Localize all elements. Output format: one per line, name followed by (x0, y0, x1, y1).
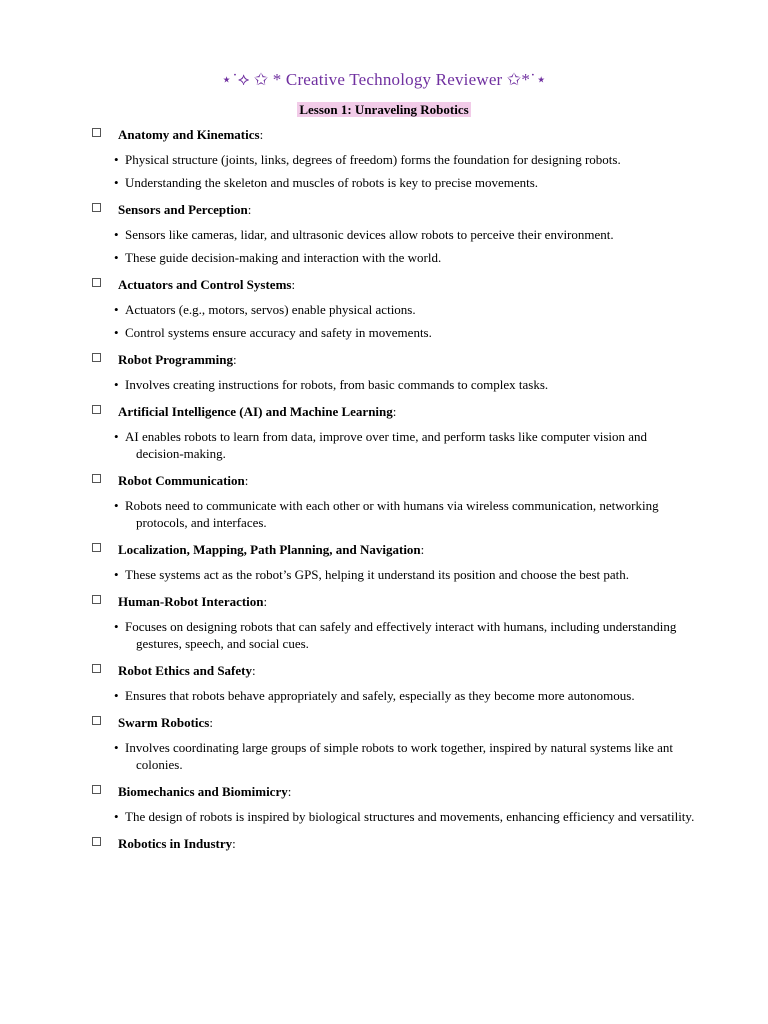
topic-item (0, 275, 768, 341)
bullet-item (114, 249, 696, 266)
bullet-text: Ensures that robots behave appropriately and safely, especially as they become more autonomous. (125, 688, 635, 703)
checkbox-icon (92, 664, 101, 673)
bullet-text: AI enables robots to learn from data, improve over time, and perform tasks like computer vision and decision-making. (125, 429, 648, 461)
topic-heading (0, 471, 768, 491)
bullet-item (114, 739, 696, 773)
bullet-icon: • (114, 619, 119, 634)
topic-item (0, 125, 768, 191)
topic-label: Swarm Robotics: (118, 715, 213, 730)
topic-label-text: Biomechanics and Biomimicry (118, 784, 288, 799)
topic-label: Robot Programming: (118, 352, 237, 367)
checkbox-icon (92, 785, 101, 794)
bullet-text: Actuators (e.g., motors, servos) enable physical actions. (125, 302, 416, 317)
topic-label: Human-Robot Interaction: (118, 594, 268, 609)
topic-label: Sensors and Perception: (118, 202, 252, 217)
checkbox-icon (92, 837, 101, 846)
checkbox-icon (92, 128, 101, 137)
bullet-item (114, 428, 696, 462)
topic-label: Robot Ethics and Safety: (118, 663, 256, 678)
topic-label-text: Actuators and Control Systems (118, 277, 292, 292)
topic-label-text: Localization, Mapping, Path Planning, and Navigation (118, 542, 421, 557)
topic-label: Localization, Mapping, Path Planning, and Navigation: (118, 542, 425, 557)
topic-heading (0, 350, 768, 370)
bullet-icon: • (114, 377, 119, 392)
bullet-item (114, 808, 696, 825)
topic-item (0, 350, 768, 393)
checkbox-icon (92, 543, 101, 552)
bullet-icon: • (114, 429, 119, 444)
topic-label-text: Sensors and Perception (118, 202, 248, 217)
bullet-text: These guide decision-making and interaction with the world. (125, 250, 442, 265)
checkbox-icon (92, 278, 101, 287)
topic-item (0, 540, 768, 583)
topic-heading (0, 834, 768, 854)
checkbox-icon (92, 203, 101, 212)
checkbox-icon (92, 353, 101, 362)
topic-item (0, 834, 768, 854)
topic-item (0, 661, 768, 704)
topic-item (0, 471, 768, 531)
topic-heading (0, 402, 768, 422)
bullet-item (114, 226, 696, 243)
lesson-heading-text: Lesson 1: Unraveling Robotics (299, 102, 469, 117)
bullet-icon: • (114, 567, 119, 582)
topic-item (0, 592, 768, 652)
topic-label-text: Anatomy and Kinematics (118, 127, 260, 142)
topic-label: Actuators and Control Systems: (118, 277, 296, 292)
bullet-text: Understanding the skeleton and muscles of robots is key to precise movements. (125, 175, 539, 190)
bullet-item (114, 687, 696, 704)
bullet-item (114, 301, 696, 318)
bullet-icon: • (114, 809, 119, 824)
bullet-text: The design of robots is inspired by biological structures and movements, enhancing efficiency and versatility. (125, 809, 695, 824)
checkbox-icon (92, 595, 101, 604)
bullet-text: Sensors like cameras, lidar, and ultrasonic devices allow robots to perceive their environment. (125, 227, 614, 242)
bullet-item (114, 376, 696, 393)
bullet-text: Involves coordinating large groups of simple robots to work together, inspired by natural systems like ant colonies. (125, 740, 674, 772)
topic-label-text: Robot Communication (118, 473, 245, 488)
topic-heading (0, 125, 768, 145)
topic-item (0, 402, 768, 462)
bullet-icon: • (114, 227, 119, 242)
topic-heading (0, 592, 768, 612)
bullet-icon: • (114, 740, 119, 755)
bullet-icon: • (114, 152, 119, 167)
bullet-text: These systems act as the robot’s GPS, helping it understand its position and choose the best path. (125, 567, 630, 582)
bullet-item (114, 324, 696, 341)
checkbox-icon (92, 716, 101, 725)
bullet-item (114, 174, 696, 191)
topic-label-text: Human-Robot Interaction (118, 594, 264, 609)
topic-item (0, 782, 768, 825)
page-title: ⋆˙⟡ ✩ * Creative Technology Reviewer ✩*˙⋆ (221, 70, 547, 89)
checkbox-icon (92, 474, 101, 483)
topic-heading (0, 782, 768, 802)
topic-heading (0, 540, 768, 560)
topic-heading (0, 661, 768, 681)
topic-label-text: Robotics in Industry (118, 836, 233, 851)
bullet-icon: • (114, 175, 119, 190)
topic-heading (0, 200, 768, 220)
topic-label: Robot Communication: (118, 473, 249, 488)
bullet-item (114, 566, 696, 583)
bullet-icon: • (114, 250, 119, 265)
topic-heading (0, 713, 768, 733)
topic-label-text: Robot Ethics and Safety (118, 663, 252, 678)
bullet-icon: • (114, 325, 119, 340)
topic-label: Anatomy and Kinematics: (118, 127, 264, 142)
bullet-text: Focuses on designing robots that can safely and effectively interact with humans, including understanding gestures, speech, and social cues. (125, 619, 677, 651)
bullet-item (114, 151, 696, 168)
topic-item (0, 200, 768, 266)
topic-list (0, 125, 768, 863)
topic-label: Robotics in Industry: (118, 836, 236, 851)
topic-item (0, 713, 768, 773)
lesson-heading (0, 102, 768, 118)
bullet-text: Robots need to communicate with each other or with humans via wireless communication, networking protocols, and interfaces. (125, 498, 659, 530)
topic-label: Artificial Intelligence (AI) and Machine Learning: (118, 404, 397, 419)
topic-heading (0, 275, 768, 295)
topic-label-text: Artificial Intelligence (AI) and Machine Learning (118, 404, 393, 419)
bullet-text: Physical structure (joints, links, degrees of freedom) forms the foundation for designing robots. (125, 152, 621, 167)
checkbox-icon (92, 405, 101, 414)
bullet-text: Control systems ensure accuracy and safety in movements. (125, 325, 432, 340)
bullet-icon: • (114, 498, 119, 513)
bullet-icon: • (114, 688, 119, 703)
topic-label-text: Robot Programming (118, 352, 233, 367)
bullet-text: Involves creating instructions for robots, from basic commands to complex tasks. (125, 377, 549, 392)
topic-label-text: Swarm Robotics (118, 715, 210, 730)
bullet-item (114, 618, 696, 652)
bullet-item (114, 497, 696, 531)
bullet-icon: • (114, 302, 119, 317)
topic-label: Biomechanics and Biomimicry: (118, 784, 292, 799)
